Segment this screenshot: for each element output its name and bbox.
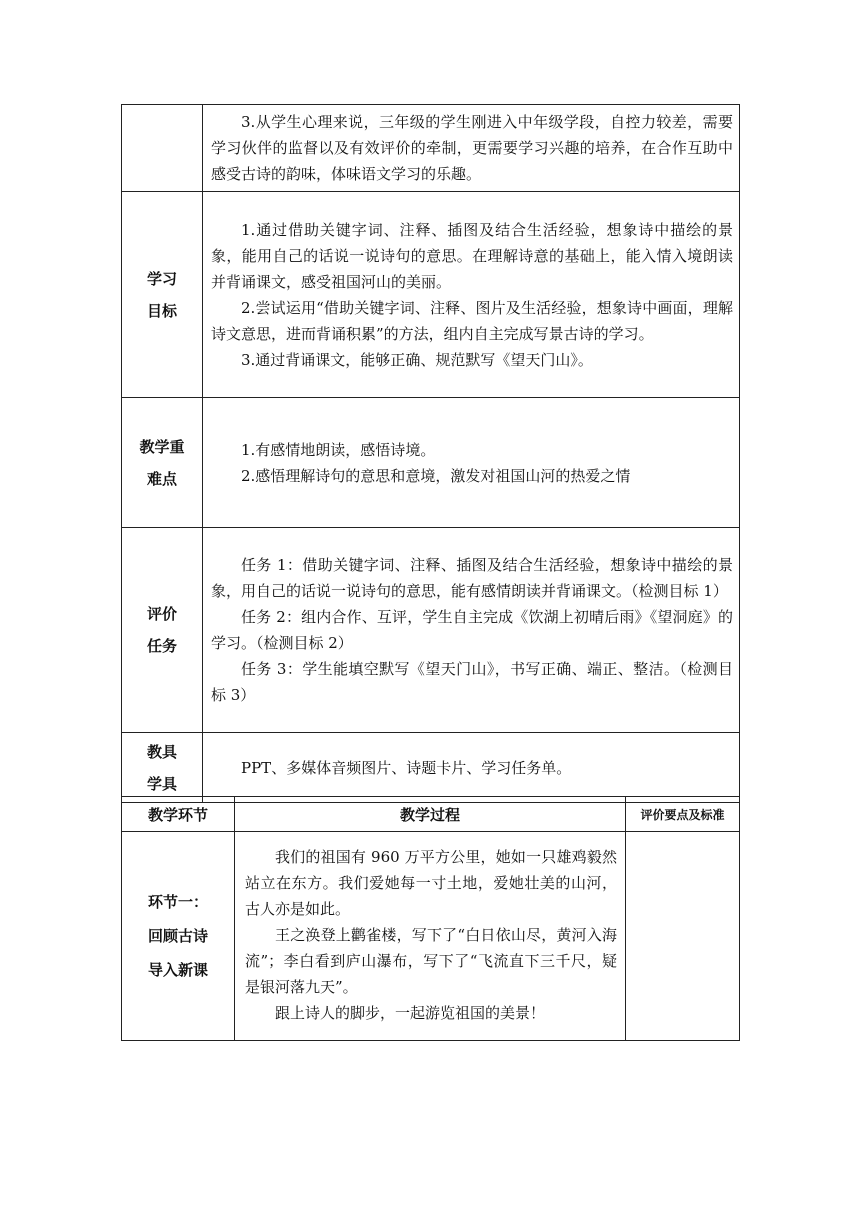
- stage1-label: [122, 832, 235, 1041]
- psychology-text-cell: [203, 105, 740, 192]
- key-point-item: 2.感悟理解诗句的意思和意境，激发对祖国山河的热爱之情: [241, 466, 631, 485]
- goal-item: 3.通过背诵课文，能够正确、规范默写《望天门山》。: [241, 350, 593, 369]
- lesson-info-table: [121, 104, 740, 803]
- evaluation-label-line2: 任务: [146, 637, 177, 655]
- evaluation-label-line1: 评价: [146, 605, 177, 623]
- stage1-label-line1: 环节一：: [147, 893, 208, 911]
- goals-label-line2: 目标: [146, 301, 177, 320]
- psychology-label: [122, 105, 203, 192]
- evaluation-item: 任务 3：学生能填空默写《望天门山》，书写正确、端正、整洁。（检测目标 3）: [211, 660, 733, 704]
- key-points-content: [203, 398, 740, 528]
- tools-content: [203, 733, 740, 803]
- evaluation-row: [122, 528, 740, 733]
- header-criteria: 评价要点及标准: [626, 797, 740, 832]
- evaluation-item: 任务 2：组内合作、互评，学生自主完成《饮湖上初晴后雨》《望洞庭》的学习。（检测目标 2）: [211, 608, 733, 652]
- goal-item: 2.尝试运用“借助关键字词、注释、图片及生活经验，想象诗中画面，理解诗文意思，进而背诵积累”的方法，组内自主完成写景古诗的学习。: [211, 298, 733, 343]
- evaluation-content: [203, 528, 740, 733]
- key-points-label-line2: 难点: [146, 469, 177, 488]
- tools-row: [122, 733, 740, 803]
- goals-row: [122, 192, 740, 398]
- key-points-label: [122, 398, 203, 528]
- tools-text: PPT、多媒体音频图片、诗题卡片、学习任务单。: [241, 758, 572, 777]
- key-points-row: [122, 398, 740, 528]
- header-stage: 教学环节: [122, 797, 235, 832]
- goal-item: 1.通过借助关键字词、注释、插图及结合生活经验，想象诗中描绘的景象，能用自己的话说一说诗句的意思。在理解诗意的基础上，能入情入境朗读并背诵课文，感受祖国河山的美丽。: [211, 220, 733, 291]
- goals-label-line1: 学习: [146, 269, 177, 288]
- evaluation-item: 任务 1：借助关键字词、注释、插图及结合生活经验，想象诗中描绘的景象，用自己的话说一说诗句的意思，能有感情朗读并背诵课文。（检测目标 1）: [211, 556, 733, 600]
- psychology-row: [122, 105, 740, 192]
- stage1-label-line2: 回顾古诗: [147, 927, 208, 945]
- tools-label: [122, 733, 203, 803]
- stage1-paragraph: 我们的祖国有 960 万平方公里，她如一只雄鸡毅然站立在东方。我们爱她每一寸土地，爱她壮美的山河，古人亦是如此。: [245, 848, 617, 918]
- process-header-row: [122, 797, 740, 832]
- teaching-process-table: [121, 796, 740, 1041]
- stage1-row: [122, 832, 740, 1041]
- stage1-paragraph: 跟上诗人的脚步，一起游览祖国的美景！: [275, 1004, 546, 1022]
- stage1-label-line3: 导入新课: [147, 961, 208, 979]
- stage1-criteria: [626, 832, 740, 1041]
- goals-label: [122, 192, 203, 398]
- stage1-paragraph: 王之涣登上鹳雀楼，写下了“白日依山尽，黄河入海流”；李白看到庐山瀑布，写下了“飞流直下三千尺，疑是银河落九天”。: [245, 926, 617, 996]
- tools-label-line2: 学具: [146, 774, 177, 793]
- header-process: 教学过程: [235, 797, 626, 832]
- key-points-label-line1: 教学重: [139, 437, 185, 456]
- psychology-text: 3.从学生心理来说，三年级的学生刚进入中年级学段，自控力较差，需要学习伙伴的监督以及有效评价的牵制，更需要学习兴趣的培养，在合作互助中感受古诗的韵味，体味语文学习的乐趣。: [211, 113, 733, 183]
- goals-content: [203, 192, 740, 398]
- tools-label-line1: 教具: [146, 742, 177, 761]
- stage1-process: [235, 832, 626, 1041]
- evaluation-label: [122, 528, 203, 733]
- key-point-item: 1.有感情地朗读，感悟诗境。: [241, 440, 436, 459]
